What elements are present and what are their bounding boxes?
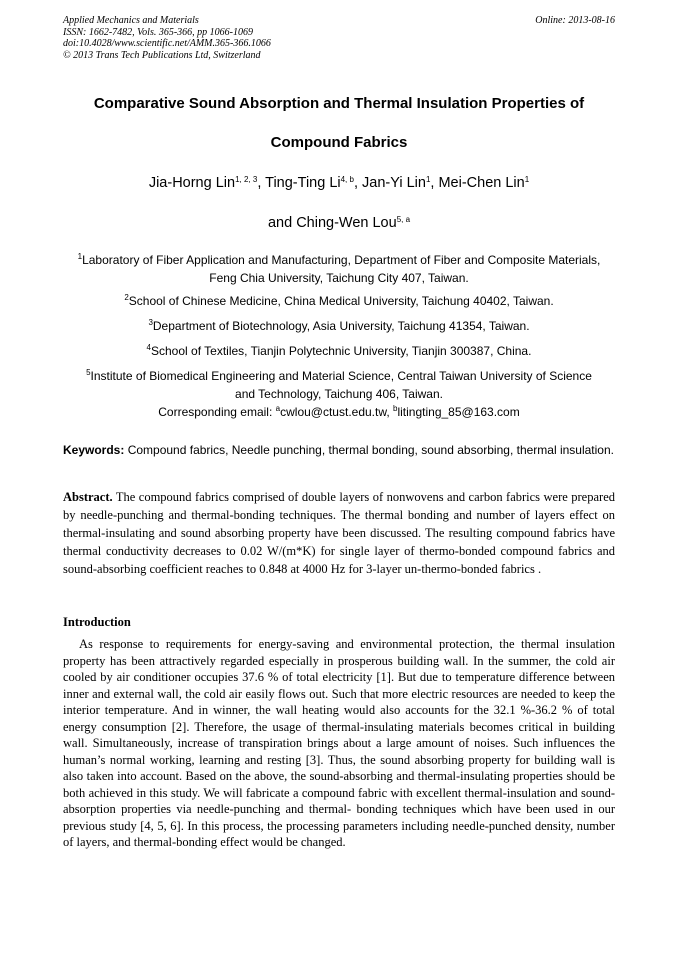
affiliation-text: School of Textiles, Tianjin Polytechnic University, Tianjin 300387, China. bbox=[151, 344, 532, 358]
online-date: Online: 2013-08-16 bbox=[535, 15, 615, 26]
author-name: , Mei-Chen Lin bbox=[430, 175, 525, 191]
journal-header bbox=[63, 15, 615, 61]
affiliation-4 bbox=[50, 342, 628, 360]
author-name: , Ting-Ting Li bbox=[257, 175, 341, 191]
introduction-paragraph: As response to requirements for energy-saving and environmental protection, the thermal insulation property has been attractively regarded especially in prosperous building wall. In the summer, the cold air cooled by air conditioner occupies 37.6 % of total electricity [1]. But due to temperature difference between inner and external wall, the cold air easily flows out. Such that more electric resources are needed to keep the interior temperature. And in winner, the wall heating would also accounts for the 32.1 %-36.2 % of total energy consumption [2]. Therefore, the usage of thermal-insulating materials becomes critical in building wall. Simultaneously, increase of transpiration brings about a large amount of noises. Such influences the human’s normal working, learning and resting [3]. Thus, the sound absorbing property for building wall is also taken into account. Based on the above, the sound-absorbing and thermal-insulating properties should be both achieved in this study. We will fabricate a compound fabric with excellent thermal-insulation and sound-absorption properties via needle-punching and thermal- bonding techniques which have been used in our previous study [4, 5, 6]. In this process, the processing parameters including needle-punched density, number of layers, and thermal-bonding effect would be changed. bbox=[63, 637, 615, 849]
affiliation-text: Feng Chia University, Taichung City 407, Taiwan. bbox=[209, 271, 469, 285]
author-affiliation-sup: 1 bbox=[425, 175, 431, 184]
keywords-label: Keywords: bbox=[63, 443, 125, 457]
abstract-label: Abstract. bbox=[63, 490, 113, 504]
issn-line: ISSN: 1662-7482, Vols. 365-366, pp 1066-1069 bbox=[63, 26, 253, 38]
author-affiliation-sup: 4, b bbox=[340, 175, 354, 184]
affiliation-number: 2 bbox=[124, 293, 129, 302]
author-name: and Ching-Wen Lou bbox=[267, 215, 397, 231]
author-name: , Jan-Yi Lin bbox=[353, 175, 426, 191]
author-affiliation-sup: 1, 2, 3 bbox=[235, 175, 258, 184]
affiliation-number: 3 bbox=[148, 318, 153, 327]
author-affiliation-sup: 5, a bbox=[396, 215, 411, 224]
email-link-b[interactable]: litingting_85@163.com bbox=[397, 405, 520, 419]
keywords-text: Compound fabrics, Needle punching, thermal bonding, sound absorbing, thermal insulation. bbox=[124, 443, 614, 457]
corresponding-email bbox=[158, 405, 519, 419]
affiliation-text: School of Chinese Medicine, China Medical University, Taichung 40402, Taiwan. bbox=[128, 294, 554, 308]
email-label: Corresponding email: bbox=[158, 405, 276, 419]
abstract-section bbox=[63, 488, 615, 578]
affiliation-number: 4 bbox=[146, 343, 151, 352]
copyright-line: © 2013 Trans Tech Publications Ltd, Switzerland bbox=[63, 49, 261, 61]
section-heading-introduction: Introduction bbox=[63, 615, 131, 629]
affiliation-3 bbox=[50, 317, 628, 335]
abstract-text: The compound fabrics comprised of double layers of nonwovens and carbon fabrics were prepared by needle-punching and thermal-bonding techniques. The thermal bonding and number of layers effect on thermal-insulating and sound absorbing property have been discussed. The resulting compound fabrics have thermal conductivity decreases to 0.02 W/(m*K) for single layer of thermo-bonded compound fabrics and sound-absorbing coefficient reaches to 0.848 at 4000 Hz for 3-layer un-thermo-bonded fabrics . bbox=[63, 490, 615, 576]
email-sup: a bbox=[275, 404, 281, 413]
affiliation-text: Institute of Biomedical Engineering and Material Science, Central Taiwan University of Science bbox=[90, 369, 592, 383]
affiliation-number: 1 bbox=[77, 252, 83, 261]
keywords-section bbox=[63, 441, 615, 459]
paper-title-line-1: Comparative Sound Absorption and Thermal Insulation Properties of bbox=[93, 95, 585, 112]
affiliation-text: Laboratory of Fiber Application and Manufacturing, Department of Fiber and Composite Materials, bbox=[82, 253, 601, 267]
affiliation-text: and Technology, Taichung 406, Taiwan. bbox=[235, 387, 443, 401]
doi-line[interactable]: doi:10.4028/www.scientific.net/AMM.365-366.1066 bbox=[63, 38, 271, 49]
paper-title-line-2: Compound Fabrics bbox=[270, 134, 408, 151]
email-sup: b bbox=[393, 404, 398, 413]
email-link-a[interactable]: cwlou@ctust.edu.tw, bbox=[280, 405, 394, 419]
author-list-line-1 bbox=[40, 175, 638, 191]
author-list-line-2 bbox=[40, 215, 638, 231]
affiliation-5 bbox=[50, 367, 628, 421]
affiliation-text: Department of Biotechnology, Asia University, Taichung 41354, Taiwan. bbox=[152, 319, 530, 333]
affiliation-number: 5 bbox=[86, 368, 91, 377]
author-affiliation-sup: 1 bbox=[524, 175, 530, 184]
author-name: Jia-Horng Lin bbox=[148, 175, 236, 191]
journal-name: Applied Mechanics and Materials bbox=[63, 15, 199, 26]
affiliation-2 bbox=[50, 292, 628, 310]
affiliation-1 bbox=[50, 251, 628, 287]
